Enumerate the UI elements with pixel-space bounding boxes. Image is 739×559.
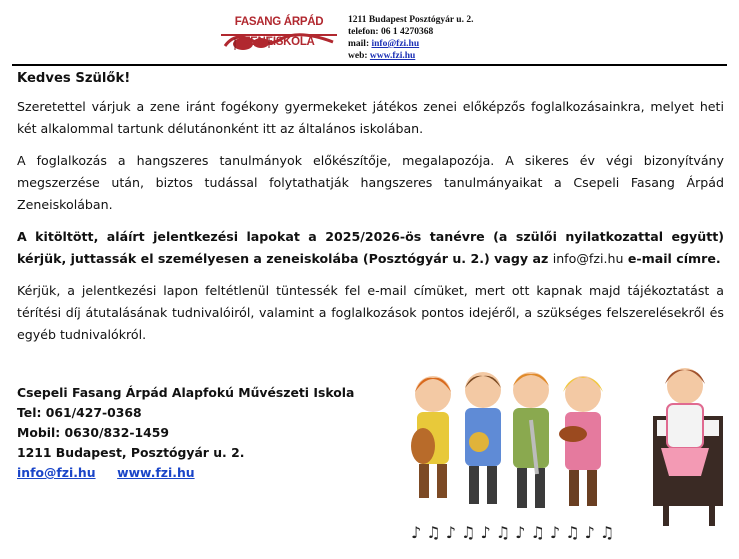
web-label: web:: [348, 51, 368, 61]
contact-address: 1211 Budapest Posztógyár u. 2.: [348, 15, 474, 25]
paragraph-3-email: info@fzi.hu: [552, 251, 624, 266]
mail-label: mail:: [348, 39, 370, 49]
contact-block: [348, 14, 473, 62]
signature-block: [17, 383, 354, 483]
signature-mobil: Mobil: 0630/832-1459: [17, 425, 169, 440]
signature-email-link[interactable]: info@fzi.hu: [17, 465, 96, 480]
letterhead: [0, 0, 739, 66]
letter-body: [17, 68, 724, 356]
paragraph-2: A foglalkozás a hangszeres tanulmányok előkészítője, megalapozója. A sikeres év végi bizonyítvány megszerzése után, biztos tudással folytathatják hangszeres tanulmányaikat a Csepeli Fasang Árpád Zeneiskolában.: [17, 153, 724, 212]
signature-web-link[interactable]: www.fzi.hu: [117, 465, 195, 480]
signature-tel: Tel: 061/427-0368: [17, 405, 142, 420]
mail-link[interactable]: info@fzi.hu: [371, 39, 420, 49]
logo-text: FASANG ÁRPÁD ZENEISKOLA: [234, 16, 324, 48]
paragraph-3-end: e-mail címre.: [627, 251, 721, 266]
contact-web: [348, 50, 473, 62]
children-musicians-illustration: [405, 356, 729, 552]
kids-band-icon: [405, 356, 729, 552]
paragraph-3: [17, 226, 724, 270]
contact-phone: telefon: 06 1 4270368: [348, 27, 434, 37]
paragraph-1: Szeretettel várjuk a zene iránt fogékony gyermekeket játékos zenei előképzős foglalkozásainkra, melyet heti két alkalommal tartunk délutánonként itt az általános iskolában.: [17, 99, 724, 136]
header-divider: [12, 64, 727, 66]
greeting: Kedves Szülők!: [17, 71, 131, 86]
signature-links: [17, 463, 354, 483]
paragraph-3-main: A kitöltött, aláírt jelentkezési lapokat a 2025/2026-ös tanévre (a szülői nyilatkozattal együtt) kérjük, juttassák el személyesen a zeneiskolába (Posztógyár u. 2.) vagy az: [17, 229, 724, 266]
music-notes: ♪ ♫ ♪ ♫ ♪ ♫ ♪ ♫ ♪ ♫ ♪ ♫: [411, 523, 615, 542]
school-logo: [221, 12, 337, 52]
contact-mail: [348, 38, 473, 50]
school-name: Csepeli Fasang Árpád Alapfokú Művészeti Iskola: [17, 385, 355, 400]
signature-address: 1211 Budapest, Posztógyár u. 2.: [17, 445, 245, 460]
paragraph-4: Kérjük, a jelentkezési lapon feltétlenül tüntessék fel e-mail címüket, mert ott kapnak majd tájékoztatást a térítési díj átutalásának tudnivalóiról, valamint a foglalkozások pontos idejéről, a szükséges felszerelésekről és egyéb tudnivalókról.: [17, 283, 724, 342]
web-link[interactable]: www.fzi.hu: [369, 51, 416, 61]
